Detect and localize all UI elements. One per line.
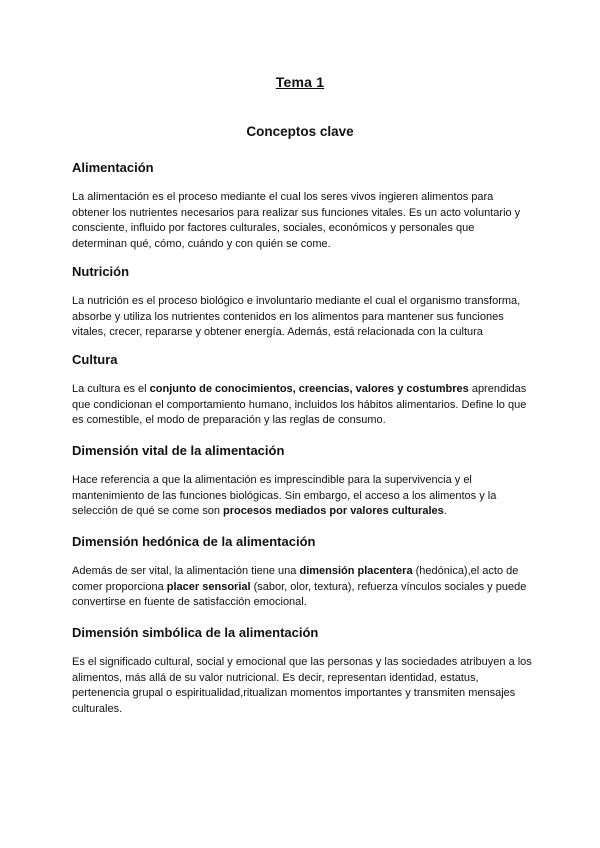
section-paragraph xyxy=(72,190,532,252)
text-segment: Además de ser vital, la alimentación tiene una xyxy=(72,565,300,577)
text-segment: La alimentación es el proceso mediante el cual los seres vivos ingieren alimentos para obtener los nutrientes necesarios para realizar sus funciones vitales. Es un acto voluntario y consciente, influido por factores culturales, sociales, económicos y personales que determinan qué, cómo, cuándo y con quién se come. xyxy=(72,191,521,250)
section-paragraph xyxy=(72,564,532,611)
text-segment: (hedónica),el acto de comer proporciona xyxy=(72,565,519,593)
section-heading: Dimensión hedónica de la alimentación xyxy=(72,534,316,549)
section-dimension-simbolica xyxy=(72,625,532,717)
text-segment: Es el significado cultural, social y emocional que las personas y las sociedades atribuyen a los alimentos, más allá de su valor nutricional. Es decir, representan identidad, estatus, pertenencia grupal o espiritualidad,ritualizan momentos importantes y transmiten mensajes culturales. xyxy=(72,656,532,715)
text-segment: aprendidas que condicionan el comportamiento humano, incluidos los hábitos alimentarios. Define lo que es comestible, el modo de preparación y las reglas de consumo. xyxy=(72,383,527,426)
section-cultura xyxy=(72,352,532,429)
section-heading: Alimentación xyxy=(72,160,154,175)
section-paragraph xyxy=(72,473,532,520)
section-paragraph xyxy=(72,382,532,429)
section-nutricion xyxy=(72,264,532,341)
document-subtitle: Conceptos clave xyxy=(246,124,354,139)
section-paragraph xyxy=(72,294,532,341)
section-heading: Dimensión simbólica de la alimentación xyxy=(72,625,319,640)
document-title: Tema 1 xyxy=(275,74,325,90)
text-segment: Hace referencia a que la alimentación es imprescindible para la supervivencia y el mantenimiento de las funciones biológicas. Sin embargo, el acceso a los alimentos y la selección de qué se come son xyxy=(72,474,497,517)
section-heading: Cultura xyxy=(72,352,118,367)
text-segment: . xyxy=(443,505,447,517)
bold-text-segment: conjunto de conocimientos, creencias, valores y costumbres xyxy=(149,383,469,395)
section-dimension-vital xyxy=(72,443,532,520)
bold-text-segment: placer sensorial xyxy=(166,580,251,593)
text-segment: La cultura es el xyxy=(72,383,150,395)
text-segment: (sabor, olor, textura), refuerza vínculos sociales y puede convertirse en fuente de satisfacción emocional. xyxy=(72,580,527,608)
section-heading: Nutrición xyxy=(72,264,130,279)
bold-text-segment: procesos mediados por valores culturales xyxy=(223,505,444,517)
bold-text-segment: dimensión placentera xyxy=(299,565,413,577)
section-dimension-hedonica xyxy=(72,534,532,611)
section-paragraph xyxy=(72,655,532,717)
section-heading: Dimensión vital de la alimentación xyxy=(72,443,285,458)
text-segment: La nutrición es el proceso biológico e involuntario mediante el cual el organismo transforma, absorbe y utiliza los nutrientes contenidos en los alimentos para mantener sus funciones vitales, crecer, repararse y obtener energía. Además, está relacionada con la cultura xyxy=(72,295,521,338)
section-alimentacion xyxy=(72,160,532,252)
